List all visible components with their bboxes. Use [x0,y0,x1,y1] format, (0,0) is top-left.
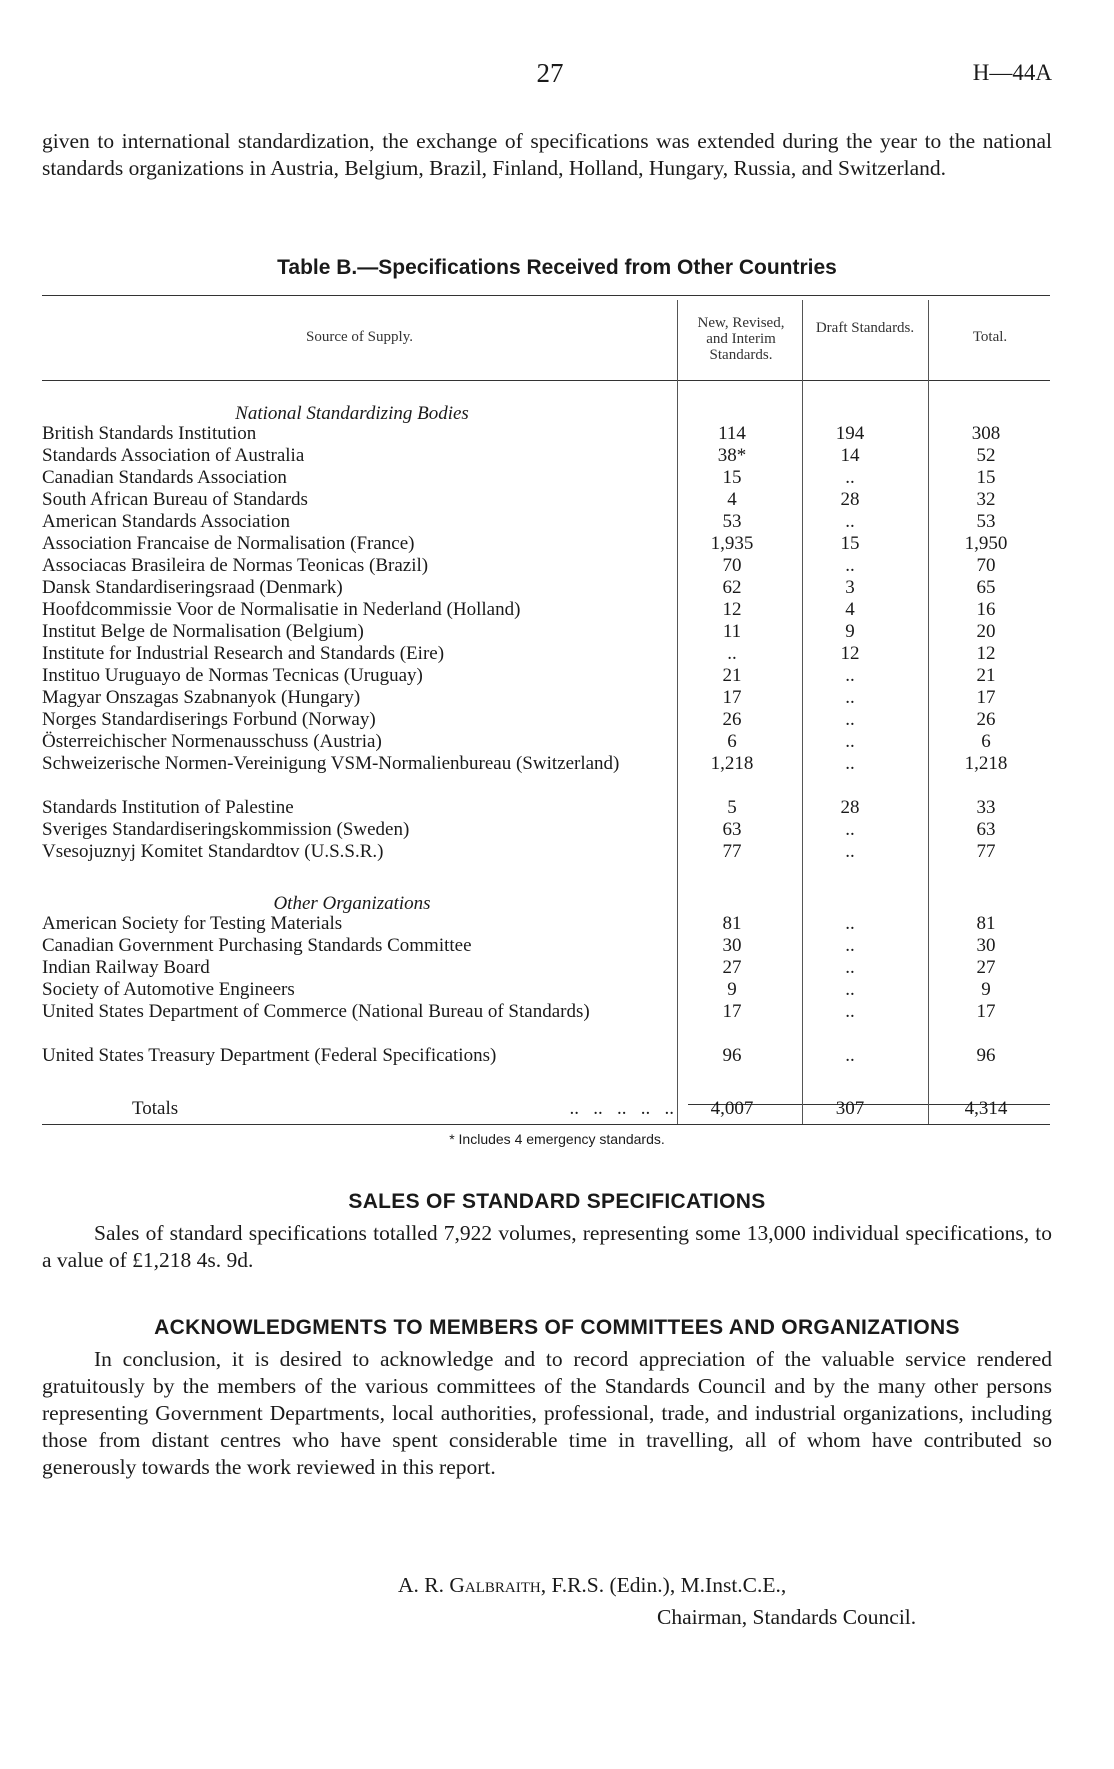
row-source: Society of Automotive Engineers [42,979,295,1000]
table-row [42,979,1042,1001]
row-new: .. [727,643,737,664]
row-draft: .. [845,913,855,934]
row-draft: 3 [845,577,855,598]
row-draft: .. [845,687,855,708]
row-source: United States Treasury Department (Federal Specifications) [42,1045,497,1066]
row-source: South African Bureau of Standards [42,489,308,510]
row-draft: .. [845,753,855,774]
signatory-credentials: , F.R.S. (Edin.), M.Inst.C.E., [540,1573,787,1597]
row-source: British Standards Institution [42,423,257,444]
totals-draft: 307 [835,1098,865,1119]
row-draft: .. [845,819,855,840]
page-number: 27 [536,58,564,88]
table-row [42,1045,1042,1067]
document-reference: H—44A [972,60,1052,85]
table-row [42,489,1042,511]
row-draft: .. [845,957,855,978]
row-source: Canadian Government Purchasing Standards Committee [42,935,472,956]
table-row [42,687,1042,709]
section-label-other: Other Organizations [273,893,431,914]
row-new: 5 [727,797,737,818]
table-row [42,913,1042,935]
table-header-rule [42,380,1050,381]
row-total: 12 [976,643,996,664]
row-source: Canadian Standards Association [42,467,287,488]
totals-total: 4,314 [964,1098,1008,1119]
row-total: 65 [976,577,996,598]
acknowledgments-heading: ACKNOWLEDGMENTS TO MEMBERS OF COMMITTEES AND ORGANIZATIONS [154,1316,960,1339]
signature-line [398,1573,786,1598]
table-row [42,643,1042,665]
row-total: 6 [981,731,991,752]
row-source: United States Department of Commerce (National Bureau of Standards) [42,1001,590,1022]
row-source: Standards Association of Australia [42,445,305,466]
row-new: 11 [722,621,742,642]
row-source: Österreichischer Normenausschuss (Austria) [42,731,382,752]
table-row [42,599,1042,621]
acknowledgments-paragraph: In conclusion, it is desired to acknowledge and to record appreciation of the valuable service rendered gratuitously by the members of the various committees of the Standards Council and by the many other persons representing Government Departments, local authorities, professional, trade, and industrial organizations, including those from distant centres who have spent considerable time in travelling, all of whom have contributed so generously towards the work reviewed in this report. [42,1347,1052,1479]
row-new: 77 [722,841,742,862]
row-source: Vsesojuznyj Komitet Standardtov (U.S.S.R.) [42,841,384,862]
row-draft: .. [845,665,855,686]
row-new: 70 [722,555,742,576]
row-draft: .. [845,709,855,730]
row-total: 81 [976,913,996,934]
totals-row [42,1098,1042,1120]
row-draft: 15 [840,533,860,554]
table-row [42,753,1042,797]
table-row [42,709,1042,731]
table-row [42,621,1042,643]
row-source: Instituo Uruguayo de Normas Tecnicas (Uruguay) [42,665,423,686]
row-total: 70 [976,555,996,576]
row-source: Sveriges Standardiseringskommission (Sweden) [42,819,410,840]
row-new: 30 [722,935,742,956]
row-draft: .. [845,467,855,488]
row-source: American Society for Testing Materials [42,913,343,934]
row-draft: .. [845,979,855,1000]
signatory-title: Chairman, Standards Council. [657,1605,917,1629]
table-row [42,1001,1042,1045]
sales-paragraph: Sales of standard specifications totalled 7,922 volumes, representing some 13,000 individual specifications, to a value of £1,218 4s. 9d. [42,1221,1052,1272]
column-header-draft: Draft Standards. [815,320,915,336]
table-row [42,841,1042,863]
row-draft: .. [845,731,855,752]
row-total: 17 [976,687,996,708]
row-draft: .. [845,511,855,532]
table-row [42,511,1042,533]
table-row [42,445,1042,467]
row-total: 32 [976,489,996,510]
row-total: 21 [976,665,996,686]
row-new: 1,218 [710,753,754,774]
row-source: Indian Railway Board [42,957,210,978]
row-new: 53 [722,511,742,532]
row-source: Standards Institution of Palestine [42,797,294,818]
row-source: Norges Standardiserings Forbund (Norway) [42,709,376,730]
row-source: Institut Belge de Normalisation (Belgium) [42,621,364,642]
row-total: 30 [976,935,996,956]
row-total: 96 [976,1045,996,1066]
row-source: Hoofdcommissie Voor de Normalisatie in Nederland (Holland) [42,599,521,620]
row-total: 63 [976,819,996,840]
table-row [42,423,1042,445]
row-new: 15 [722,467,742,488]
row-new: 21 [722,665,742,686]
row-draft: 28 [840,489,860,510]
row-new: 17 [722,687,742,708]
table-row [42,731,1042,753]
table-bottom-rule [42,1124,1050,1125]
row-new: 63 [722,819,742,840]
row-total: 33 [976,797,996,818]
row-new: 38* [717,445,747,466]
row-draft: .. [845,1045,855,1066]
row-new: 114 [718,423,746,444]
row-source: Associacas Brasileira de Normas Teonicas (Brazil) [42,555,429,576]
row-total: 16 [976,599,996,620]
row-new: 27 [722,957,742,978]
row-draft: .. [845,841,855,862]
column-header-new: New, Revised, and Interim Standards. [697,315,785,363]
row-new: 6 [727,731,737,752]
row-source: Magyar Onszagas Szabnanyok (Hungary) [42,687,361,708]
row-total: 53 [976,511,996,532]
row-total: 52 [976,445,996,466]
row-total: 26 [976,709,996,730]
totals-label: Totals [132,1098,179,1119]
row-draft: .. [845,1001,855,1022]
table-title: Table B.—Specifications Received from Other Countries [277,256,837,279]
row-draft: .. [845,935,855,956]
row-total: 20 [976,621,996,642]
row-source: Dansk Standardiseringsraad (Denmark) [42,577,343,598]
intro-paragraph: given to international standardization, the exchange of specifications was extended during the year to the national standards organizations in Austria, Belgium, Brazil, Finland, Holland, Hungary, Russia, and Switzerland. [42,129,1052,180]
row-source: Schweizerische Normen-Vereinigung VSM-Normalienbureau (Switzerland) [42,753,620,774]
row-new: 81 [722,913,742,934]
row-total: 27 [976,957,996,978]
row-draft: .. [845,555,855,576]
row-total: 1,218 [964,753,1008,774]
row-draft: 14 [840,445,860,466]
table-row [42,577,1042,599]
row-total: 17 [976,1001,996,1022]
row-total: 9 [981,979,991,1000]
row-new: 4 [727,489,737,510]
row-draft: 9 [845,621,855,642]
row-total: 308 [971,423,1001,444]
row-draft: 194 [835,423,865,444]
table-top-rule [42,295,1050,296]
table-row [42,533,1042,555]
row-new: 12 [722,599,742,620]
column-header-source: Source of Supply. [306,329,413,345]
totals-leader: .. .. .. .. .. [569,1098,674,1119]
table-row [42,819,1042,841]
row-new: 9 [727,979,737,1000]
row-source: American Standards Association [42,511,291,532]
row-draft: 28 [840,797,860,818]
table-row [42,555,1042,577]
row-source: Association Francaise de Normalisation (France) [42,533,415,554]
row-total: 1,950 [964,533,1008,554]
table-row [42,467,1042,489]
table-row [42,957,1042,979]
column-header-total: Total. [972,329,1008,345]
table-row [42,797,1042,819]
row-total: 77 [976,841,996,862]
row-source: Institute for Industrial Research and Standards (Eire) [42,643,445,664]
row-new: 96 [722,1045,742,1066]
row-new: 17 [722,1001,742,1022]
row-new: 62 [722,577,742,598]
table-row [42,935,1042,957]
table-row [42,665,1042,687]
row-draft: 12 [840,643,860,664]
sales-heading: SALES OF STANDARD SPECIFICATIONS [348,1190,766,1213]
totals-new: 4,007 [710,1098,754,1119]
row-new: 26 [722,709,742,730]
row-total: 15 [976,467,996,488]
section-label-national: National Standardizing Bodies [235,403,469,424]
signatory-name: A. R. Galbraith [398,1573,541,1597]
table-footnote: * Includes 4 emergency standards. [449,1131,665,1147]
row-draft: 4 [845,599,855,620]
row-new: 1,935 [710,533,754,554]
